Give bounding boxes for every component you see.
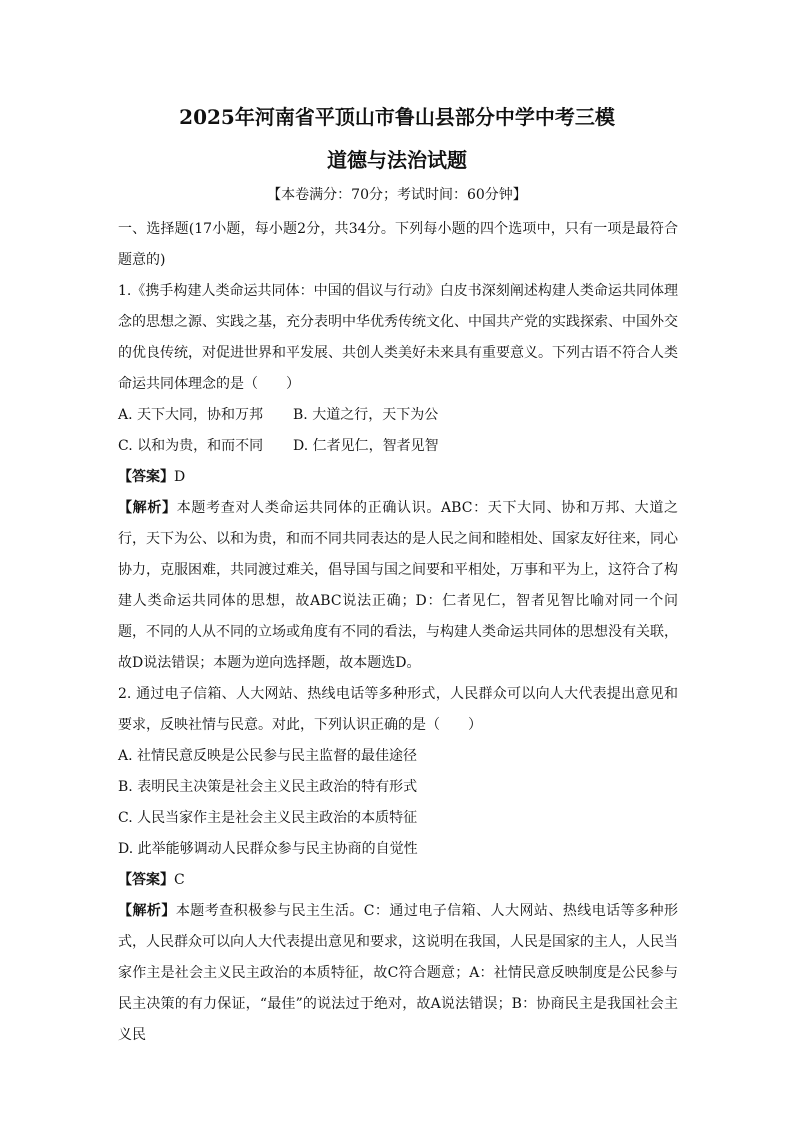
question-1-option-b: B. 大道之行，天下为公 [293, 407, 439, 423]
question-1-option-d: D. 仁者见仁，智者见智 [293, 438, 439, 454]
question-2-stem: 2. 通过电子信箱、人大网站、热线电话等多种形式，人民群众可以向人大代表提出意见和要求，反映社情与民意。对此，下列认识正确的是（ ） [118, 686, 678, 733]
question-1-stem: 1.《携手构建人类命运共同体：中国的倡议与行动》白皮书深刻阐述构建人类命运共同体理念的思想之源、实践之基，充分表明中华优秀传统文化、中国共产党的实践探索、中国外交的优良传统，对促进世界和平发展、共创人类美好未来具有重要意义。下列古语不符合人类命运共同体理念的是（ ） [118, 283, 678, 392]
answer-tag: 【答案】 [118, 872, 174, 888]
analysis-tag: 【解析】 [118, 500, 177, 516]
answer-value: D [174, 469, 186, 485]
option-text: C. 人民当家作主是社会主义民主政治的本质特征 [118, 810, 418, 826]
question-2-option-d [118, 834, 678, 865]
question-1-option-c: C. 以和为贵，和而不同 [118, 438, 264, 454]
exam-meta: 【本卷满分：70分；考试时间：60分钟】 [267, 187, 527, 203]
question-2-option-c [118, 803, 678, 834]
question-2-analysis [118, 896, 678, 1051]
exam-subject-title: 道德与法治试题 [327, 148, 467, 172]
analysis-text: 本题考查积极参与民主生活。C：通过电子信箱、人大网站、热线电话等多种形式，人民群众可以向人大代表提出意见和要求，这说明在我国，人民是国家的主人，人民当家作主是社会主义民主政治的本质特征，故C符合题意；A：社情民意反映制度是公民参与民主决策的有力保证，“最佳”的说法过于绝对，故A说法错误；B：协商民主是我国社会主义民 [118, 903, 679, 1043]
question-1-answer [118, 462, 678, 493]
option-text: A. 社情民意反映是公民参与民主监督的最佳途径 [118, 748, 418, 764]
analysis-text: 本题考查对人类命运共同体的正确认识。ABC：天下大同、协和万邦、大道之行，天下为公、以和为贵，和而不同共同表达的是人民之间和睦相处、国家友好往来，同心协力，克服困难，共同渡过难关，倡导国与国之间要和平相处，万事和平为上，这符合了构建人类命运共同体的思想，故ABC说法正确；D：仁者见仁，智者见智比喻对同一个问题，不同的人从不同的立场或角度有不同的看法，与构建人类命运共同体的思想没有关联，故D说法错误；本题为逆向选择题，故本题选D。 [118, 500, 679, 671]
question-1-analysis [118, 493, 678, 679]
question-1-options-row-1 [118, 400, 678, 431]
question-1-options-row-2 [118, 431, 678, 462]
answer-value: C [174, 872, 185, 888]
question-1-option-a: A. 天下大同，协和万邦 [118, 407, 264, 423]
answer-tag: 【答案】 [118, 469, 174, 485]
option-text: B. 表明民主决策是社会主义民主政治的特有形式 [118, 779, 418, 795]
exam-body [118, 214, 678, 1051]
section-heading: 一、选择题(17小题，每小题2分，共34分。下列每小题的四个选项中，只有一项是最符合题意的) [118, 221, 678, 268]
question-2-option-b [118, 772, 678, 803]
option-text: D. 此举能够调动人民群众参与民主协商的自觉性 [118, 841, 418, 857]
exam-title: 2025年河南省平顶山市鲁山县部分中学中考三模 [179, 105, 615, 129]
analysis-tag: 【解析】 [118, 903, 176, 919]
question-2-option-a [118, 741, 678, 772]
question-2-answer [118, 865, 678, 896]
